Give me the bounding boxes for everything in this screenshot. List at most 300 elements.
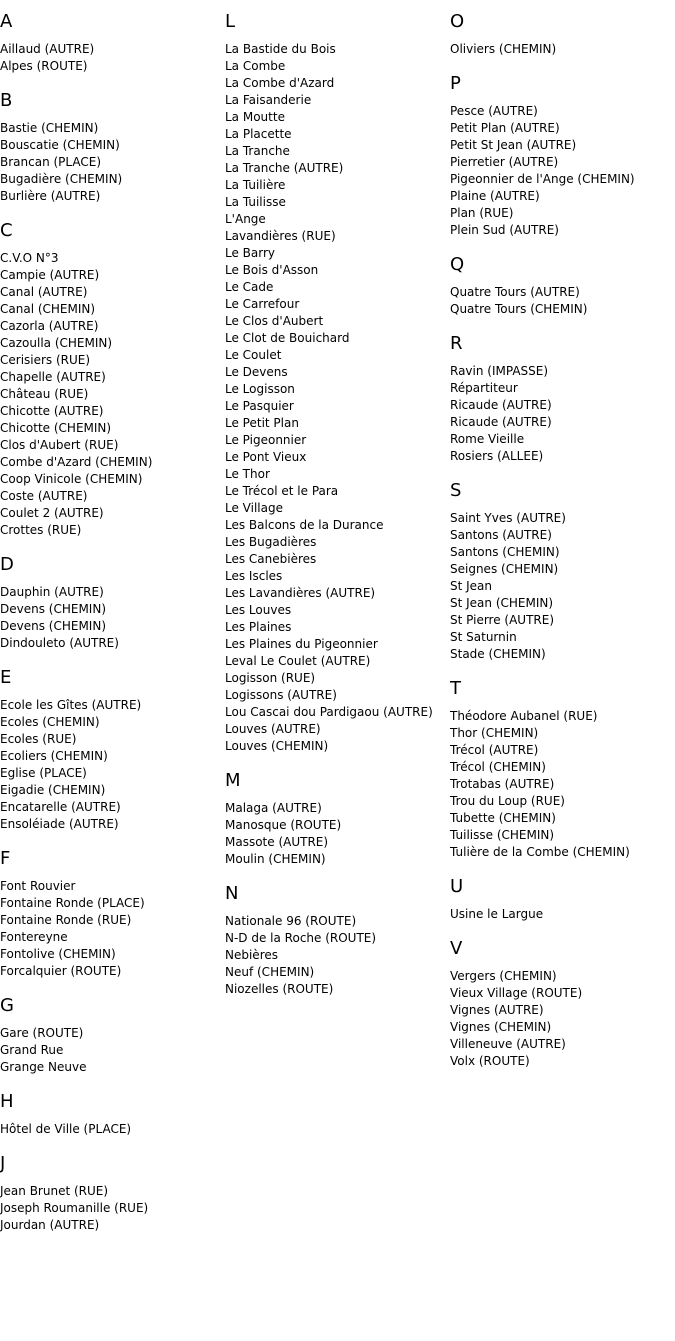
street-list-item <box>225 738 450 755</box>
street-list <box>0 41 225 75</box>
street-list-item <box>450 793 675 810</box>
street-link[interactable]: Coulet 2 (AUTRE) <box>0 506 104 520</box>
street-link[interactable]: Les Balcons de la Durance <box>225 518 384 532</box>
street-list-item <box>450 742 675 759</box>
street-list <box>0 120 225 205</box>
street-link[interactable]: Ecoles (RUE) <box>0 732 77 746</box>
street-link[interactable]: Burlière (AUTRE) <box>0 189 101 203</box>
street-link[interactable]: Massote (AUTRE) <box>225 835 329 849</box>
street-list-item <box>450 646 675 663</box>
street-list-item <box>0 488 225 505</box>
street-link[interactable]: La Bastide du Bois <box>225 42 336 56</box>
street-link[interactable]: Vignes (AUTRE) <box>450 1003 544 1017</box>
section-letter-heading: V <box>450 938 463 959</box>
street-link[interactable]: Le Pigeonnier <box>225 433 307 447</box>
letter-section <box>0 554 225 652</box>
street-list-item <box>225 245 450 262</box>
street-list <box>0 878 225 980</box>
street-link[interactable]: Oliviers (CHEMIN) <box>450 42 557 56</box>
street-list-item <box>0 58 225 75</box>
street-link[interactable]: Usine le Largue <box>450 907 544 921</box>
street-list-item <box>450 708 675 725</box>
street-link[interactable]: Trécol (AUTRE) <box>450 743 539 757</box>
section-letter-heading: A <box>0 11 13 32</box>
street-list-item <box>225 228 450 245</box>
street-link[interactable]: Les Iscles <box>225 569 283 583</box>
street-link[interactable]: Moulin (CHEMIN) <box>225 852 326 866</box>
street-link[interactable]: Canal (CHEMIN) <box>0 302 96 316</box>
street-link[interactable]: Trécol (CHEMIN) <box>450 760 546 774</box>
street-link[interactable]: Le Carrefour <box>225 297 300 311</box>
street-link[interactable]: Les Plaines du Pigeonnier <box>225 637 378 651</box>
street-list-item <box>0 895 225 912</box>
street-list-item <box>225 721 450 738</box>
letter-section <box>0 667 225 833</box>
street-link[interactable]: Rome Vieille <box>450 432 525 446</box>
street-link[interactable]: Cerisiers (RUE) <box>0 353 91 367</box>
section-letter-heading: T <box>450 678 461 699</box>
street-list-item <box>0 505 225 522</box>
street-list-item <box>225 834 450 851</box>
street-link[interactable]: Chapelle (AUTRE) <box>0 370 106 384</box>
street-list-item <box>0 171 225 188</box>
street-list-item <box>225 466 450 483</box>
street-list-item <box>225 636 450 653</box>
street-link[interactable]: Trotabas (AUTRE) <box>450 777 555 791</box>
street-link[interactable]: La Tranche <box>225 144 290 158</box>
street-link[interactable]: Dauphin (AUTRE) <box>0 585 104 599</box>
street-link[interactable]: Villeneuve (AUTRE) <box>450 1037 566 1051</box>
street-list-item <box>0 522 225 539</box>
street-list-item <box>450 1036 675 1053</box>
section-letter-heading: J <box>0 1153 6 1174</box>
street-link[interactable]: Le Barry <box>225 246 276 260</box>
street-list-item <box>0 1217 225 1234</box>
street-link[interactable]: Malaga (AUTRE) <box>225 801 322 815</box>
street-list-item <box>0 420 225 437</box>
street-list-item <box>225 347 450 364</box>
street-list-item <box>450 380 675 397</box>
street-list-item <box>225 947 450 964</box>
street-list-item <box>450 510 675 527</box>
street-list-item <box>225 143 450 160</box>
street-link[interactable]: L'Ange <box>225 212 266 226</box>
street-link[interactable]: Le Pasquier <box>225 399 294 413</box>
street-link[interactable]: Pierretier (AUTRE) <box>450 155 559 169</box>
street-list-item <box>225 109 450 126</box>
street-list <box>0 1183 225 1234</box>
letter-section <box>450 480 675 663</box>
street-list-item <box>225 398 450 415</box>
letter-section <box>450 333 675 465</box>
street-link[interactable]: Le Village <box>225 501 283 515</box>
street-link[interactable]: Canal (AUTRE) <box>0 285 88 299</box>
street-link[interactable]: Tuilisse (CHEMIN) <box>450 828 555 842</box>
section-letter-heading: U <box>450 876 464 897</box>
street-list-item <box>0 618 225 635</box>
letter-section <box>450 11 675 58</box>
street-link[interactable]: Louves (AUTRE) <box>225 722 321 736</box>
street-list-item <box>450 759 675 776</box>
street-list-item <box>225 534 450 551</box>
street-link[interactable]: Vergers (CHEMIN) <box>450 969 557 983</box>
street-list-item <box>450 844 675 861</box>
section-letter-heading: Q <box>450 254 465 275</box>
street-list <box>450 284 675 318</box>
street-list-item <box>225 500 450 517</box>
street-list <box>225 41 450 755</box>
street-link[interactable]: Stade (CHEMIN) <box>450 647 546 661</box>
street-list-item <box>225 913 450 930</box>
street-link[interactable]: Le Clos d'Aubert <box>225 314 324 328</box>
street-list-item <box>0 912 225 929</box>
street-link[interactable]: Vieux Village (ROUTE) <box>450 986 583 1000</box>
section-letter-heading: F <box>0 848 11 869</box>
street-list-item <box>450 725 675 742</box>
street-link[interactable]: La Combe <box>225 59 286 73</box>
street-link[interactable]: Hôtel de Ville (PLACE) <box>0 1122 132 1136</box>
street-list-item <box>450 968 675 985</box>
street-link[interactable]: Bastie (CHEMIN) <box>0 121 99 135</box>
street-list-item <box>225 817 450 834</box>
index-column-3 <box>450 11 675 1249</box>
street-list-item <box>450 985 675 1002</box>
street-list-item <box>450 284 675 301</box>
street-list <box>0 250 225 539</box>
street-link[interactable]: Le Pont Vieux <box>225 450 307 464</box>
street-link[interactable]: Logisson (RUE) <box>225 671 316 685</box>
street-list-item <box>450 414 675 431</box>
street-link[interactable]: Le Petit Plan <box>225 416 299 430</box>
street-link[interactable]: Eglise (PLACE) <box>0 766 87 780</box>
street-link[interactable]: Ecoliers (CHEMIN) <box>0 749 108 763</box>
street-list-item <box>450 137 675 154</box>
street-list-item <box>0 584 225 601</box>
street-link[interactable]: Plein Sud (AUTRE) <box>450 223 559 237</box>
street-list-item <box>0 799 225 816</box>
street-list-item <box>0 437 225 454</box>
street-link[interactable]: Tulière de la Combe (CHEMIN) <box>450 845 630 859</box>
street-list-item <box>225 41 450 58</box>
street-link[interactable]: Alpes (ROUTE) <box>0 59 88 73</box>
street-link[interactable]: Gare (ROUTE) <box>0 1026 84 1040</box>
street-link[interactable]: C.V.O N°3 <box>0 251 59 265</box>
street-list-item <box>450 544 675 561</box>
street-link[interactable]: Les Lavandières (AUTRE) <box>225 586 376 600</box>
street-link[interactable]: Nationale 96 (ROUTE) <box>225 914 357 928</box>
street-link[interactable]: Santons (AUTRE) <box>450 528 552 542</box>
street-list <box>450 103 675 239</box>
street-list <box>0 584 225 652</box>
street-link[interactable]: Ensoléiade (AUTRE) <box>0 817 119 831</box>
street-list-item <box>225 126 450 143</box>
street-list-item <box>0 137 225 154</box>
street-list-item <box>450 776 675 793</box>
section-letter-heading: O <box>450 11 465 32</box>
street-link[interactable]: Château (RUE) <box>0 387 89 401</box>
street-link[interactable]: Fontereyne <box>0 930 68 944</box>
street-list <box>0 1121 225 1138</box>
street-link[interactable]: Lou Cascai dou Pardigaou (AUTRE) <box>225 705 433 719</box>
street-list <box>450 968 675 1070</box>
street-link[interactable]: Trou du Loup (RUE) <box>450 794 565 808</box>
street-link[interactable]: Nebières <box>225 948 278 962</box>
street-list <box>225 800 450 868</box>
street-link[interactable]: Santons (CHEMIN) <box>450 545 560 559</box>
letter-section <box>225 11 450 755</box>
street-list-item <box>450 906 675 923</box>
street-link[interactable]: Combe d'Azard (CHEMIN) <box>0 455 153 469</box>
street-list <box>450 906 675 923</box>
street-link[interactable]: Vignes (CHEMIN) <box>450 1020 552 1034</box>
street-link[interactable]: Jean Brunet (RUE) <box>0 1184 109 1198</box>
street-list-item <box>0 471 225 488</box>
street-link[interactable]: Neuf (CHEMIN) <box>225 965 315 979</box>
street-link[interactable]: Quatre Tours (AUTRE) <box>450 285 580 299</box>
letter-section <box>0 995 225 1076</box>
street-list-item <box>0 454 225 471</box>
street-link[interactable]: Grand Rue <box>0 1043 64 1057</box>
street-list-item <box>450 171 675 188</box>
street-list-item <box>0 1025 225 1042</box>
street-link[interactable]: La Tranche (AUTRE) <box>225 161 344 175</box>
street-link[interactable]: Le Coulet <box>225 348 282 362</box>
street-link[interactable]: Volx (ROUTE) <box>450 1054 530 1068</box>
section-letter-heading: M <box>225 770 241 791</box>
street-link[interactable]: Ravin (IMPASSE) <box>450 364 549 378</box>
street-link[interactable]: Ecoles (CHEMIN) <box>0 715 100 729</box>
street-link[interactable]: Théodore Aubanel (RUE) <box>450 709 598 723</box>
section-letter-heading: C <box>0 220 13 241</box>
street-link[interactable]: Petit Plan (AUTRE) <box>450 121 560 135</box>
street-link[interactable]: La Tuilisse <box>225 195 286 209</box>
street-list-item <box>225 75 450 92</box>
street-list-item <box>450 205 675 222</box>
street-list-item <box>225 279 450 296</box>
street-link[interactable]: Le Trécol et le Para <box>225 484 339 498</box>
section-letter-heading: E <box>0 667 12 688</box>
street-list-item <box>0 267 225 284</box>
street-link[interactable]: Rosiers (ALLEE) <box>450 449 544 463</box>
street-link[interactable]: La Faisanderie <box>225 93 312 107</box>
section-letter-heading: R <box>450 333 463 354</box>
street-link[interactable]: Devens (CHEMIN) <box>0 619 106 633</box>
street-link[interactable]: Fontaine Ronde (RUE) <box>0 913 132 927</box>
street-link[interactable]: Le Logisson <box>225 382 295 396</box>
letter-section <box>0 1091 225 1138</box>
street-link[interactable]: Le Devens <box>225 365 288 379</box>
street-list-item <box>450 612 675 629</box>
street-link[interactable]: Petit St Jean (AUTRE) <box>450 138 577 152</box>
street-link[interactable]: Répartiteur <box>450 381 518 395</box>
street-list-item <box>225 177 450 194</box>
street-list-item <box>225 58 450 75</box>
street-list-item <box>225 211 450 228</box>
street-link[interactable]: Ricaude (AUTRE) <box>450 398 552 412</box>
street-list <box>450 708 675 861</box>
street-list-item <box>225 517 450 534</box>
street-list-item <box>0 748 225 765</box>
street-list-item <box>225 330 450 347</box>
street-link[interactable]: Leval Le Coulet (AUTRE) <box>225 654 371 668</box>
letter-section <box>0 1153 225 1234</box>
street-link[interactable]: Clos d'Aubert (RUE) <box>0 438 119 452</box>
street-link[interactable]: Fontolive (CHEMIN) <box>0 947 116 961</box>
street-link[interactable]: Aillaud (AUTRE) <box>0 42 95 56</box>
street-link[interactable]: Coste (AUTRE) <box>0 489 88 503</box>
street-list-item <box>450 103 675 120</box>
letter-section <box>450 254 675 318</box>
street-link[interactable]: Quatre Tours (CHEMIN) <box>450 302 588 316</box>
street-list-item <box>0 352 225 369</box>
letter-section <box>0 848 225 980</box>
street-list-item <box>0 929 225 946</box>
street-link[interactable]: Devens (CHEMIN) <box>0 602 106 616</box>
street-list-item <box>450 154 675 171</box>
street-link[interactable]: Ricaude (AUTRE) <box>450 415 552 429</box>
street-link[interactable]: Eigadie (CHEMIN) <box>0 783 106 797</box>
street-list-item <box>0 403 225 420</box>
street-link[interactable]: Coop Vinicole (CHEMIN) <box>0 472 143 486</box>
street-list <box>225 913 450 998</box>
street-list <box>0 697 225 833</box>
street-list-item <box>0 816 225 833</box>
street-list-item <box>225 653 450 670</box>
street-list-item <box>225 262 450 279</box>
street-link[interactable]: Lavandières (RUE) <box>225 229 336 243</box>
street-link[interactable]: Fontaine Ronde (PLACE) <box>0 896 145 910</box>
street-list-item <box>0 301 225 318</box>
section-letter-heading: G <box>0 995 14 1016</box>
street-link[interactable]: Thor (CHEMIN) <box>450 726 539 740</box>
letter-section <box>450 678 675 861</box>
street-list-item <box>225 432 450 449</box>
street-list-item <box>0 1183 225 1200</box>
street-link[interactable]: St Saturnin <box>450 630 517 644</box>
street-link[interactable]: Font Rouvier <box>0 879 76 893</box>
street-list-item <box>225 296 450 313</box>
street-link[interactable]: La Placette <box>225 127 292 141</box>
street-list-item <box>225 92 450 109</box>
street-link[interactable]: Cazorla (AUTRE) <box>0 319 99 333</box>
street-link[interactable]: Crottes (RUE) <box>0 523 82 537</box>
street-link[interactable]: St Pierre (AUTRE) <box>450 613 555 627</box>
street-list-item <box>450 527 675 544</box>
street-link[interactable]: Le Thor <box>225 467 270 481</box>
street-link[interactable]: N-D de la Roche (ROUTE) <box>225 931 377 945</box>
street-link[interactable]: Plan (RUE) <box>450 206 514 220</box>
street-link[interactable]: Niozelles (ROUTE) <box>225 982 334 996</box>
street-link[interactable]: Encatarelle (AUTRE) <box>0 800 121 814</box>
street-list-item <box>0 765 225 782</box>
street-list <box>450 363 675 465</box>
section-letter-heading: L <box>225 11 236 32</box>
street-link[interactable]: Le Bois d'Asson <box>225 263 319 277</box>
street-list-item <box>450 561 675 578</box>
street-list-item <box>0 1059 225 1076</box>
street-list-item <box>0 250 225 267</box>
street-link[interactable]: Chicotte (AUTRE) <box>0 404 104 418</box>
street-list-item <box>450 810 675 827</box>
street-link[interactable]: Les Bugadières <box>225 535 317 549</box>
street-list-item <box>450 222 675 239</box>
street-link[interactable]: St Jean <box>450 579 493 593</box>
index-column-1 <box>0 11 225 1249</box>
street-link[interactable]: Ecole les Gîtes (AUTRE) <box>0 698 142 712</box>
street-list-item <box>225 568 450 585</box>
street-list-item <box>225 602 450 619</box>
street-list-item <box>225 800 450 817</box>
street-list-item <box>0 318 225 335</box>
street-list-item <box>450 1002 675 1019</box>
street-link[interactable]: Le Cade <box>225 280 274 294</box>
street-list-item <box>225 964 450 981</box>
street-link[interactable]: Campie (AUTRE) <box>0 268 100 282</box>
street-list-item <box>450 827 675 844</box>
street-list-item <box>225 930 450 947</box>
letter-section <box>0 11 225 75</box>
street-link[interactable]: Jourdan (AUTRE) <box>0 1218 100 1232</box>
street-list-item <box>225 687 450 704</box>
letter-section <box>450 876 675 923</box>
street-link[interactable]: Louves (CHEMIN) <box>225 739 329 753</box>
street-link[interactable]: Tubette (CHEMIN) <box>450 811 556 825</box>
street-list-item <box>0 369 225 386</box>
street-list-item <box>0 335 225 352</box>
street-link[interactable]: Logissons (AUTRE) <box>225 688 337 702</box>
street-link[interactable]: Les Louves <box>225 603 292 617</box>
street-link[interactable]: Les Plaines <box>225 620 292 634</box>
street-link[interactable]: Brancan (PLACE) <box>0 155 102 169</box>
street-link[interactable]: Plaine (AUTRE) <box>450 189 540 203</box>
street-link[interactable]: Les Canebières <box>225 552 317 566</box>
street-link[interactable]: Bugadière (CHEMIN) <box>0 172 123 186</box>
section-letter-heading: B <box>0 90 13 111</box>
street-list-item <box>225 619 450 636</box>
street-link[interactable]: Chicotte (CHEMIN) <box>0 421 112 435</box>
street-link[interactable]: Forcalquier (ROUTE) <box>0 964 122 978</box>
index-column-2 <box>225 11 450 1249</box>
street-link[interactable]: Saint Yves (AUTRE) <box>450 511 566 525</box>
street-list-item <box>0 731 225 748</box>
street-list-item <box>225 851 450 868</box>
street-link[interactable]: Pigeonnier de l'Ange (CHEMIN) <box>450 172 635 186</box>
street-list-item <box>450 578 675 595</box>
street-link[interactable]: Dindouleto (AUTRE) <box>0 636 119 650</box>
street-link[interactable]: Grange Neuve <box>0 1060 87 1074</box>
street-link[interactable]: Manosque (ROUTE) <box>225 818 342 832</box>
street-list-item <box>225 670 450 687</box>
street-link[interactable]: Seignes (CHEMIN) <box>450 562 559 576</box>
street-link[interactable]: St Jean (CHEMIN) <box>450 596 554 610</box>
street-list-item <box>225 981 450 998</box>
section-letter-heading: N <box>225 883 239 904</box>
street-link[interactable]: Joseph Roumanille (RUE) <box>0 1201 149 1215</box>
letter-section <box>450 938 675 1070</box>
street-link[interactable]: La Tuilière <box>225 178 286 192</box>
street-list-item <box>0 635 225 652</box>
street-link[interactable]: Cazoulla (CHEMIN) <box>0 336 113 350</box>
street-link[interactable]: Bouscatie (CHEMIN) <box>0 138 120 152</box>
street-link[interactable]: Pesce (AUTRE) <box>450 104 538 118</box>
street-list-item <box>450 1053 675 1070</box>
street-link[interactable]: Le Clot de Bouichard <box>225 331 350 345</box>
street-list-item <box>225 415 450 432</box>
street-link[interactable]: La Combe d'Azard <box>225 76 335 90</box>
street-list-item <box>450 1019 675 1036</box>
street-link[interactable]: La Moutte <box>225 110 285 124</box>
letter-section <box>0 90 225 205</box>
